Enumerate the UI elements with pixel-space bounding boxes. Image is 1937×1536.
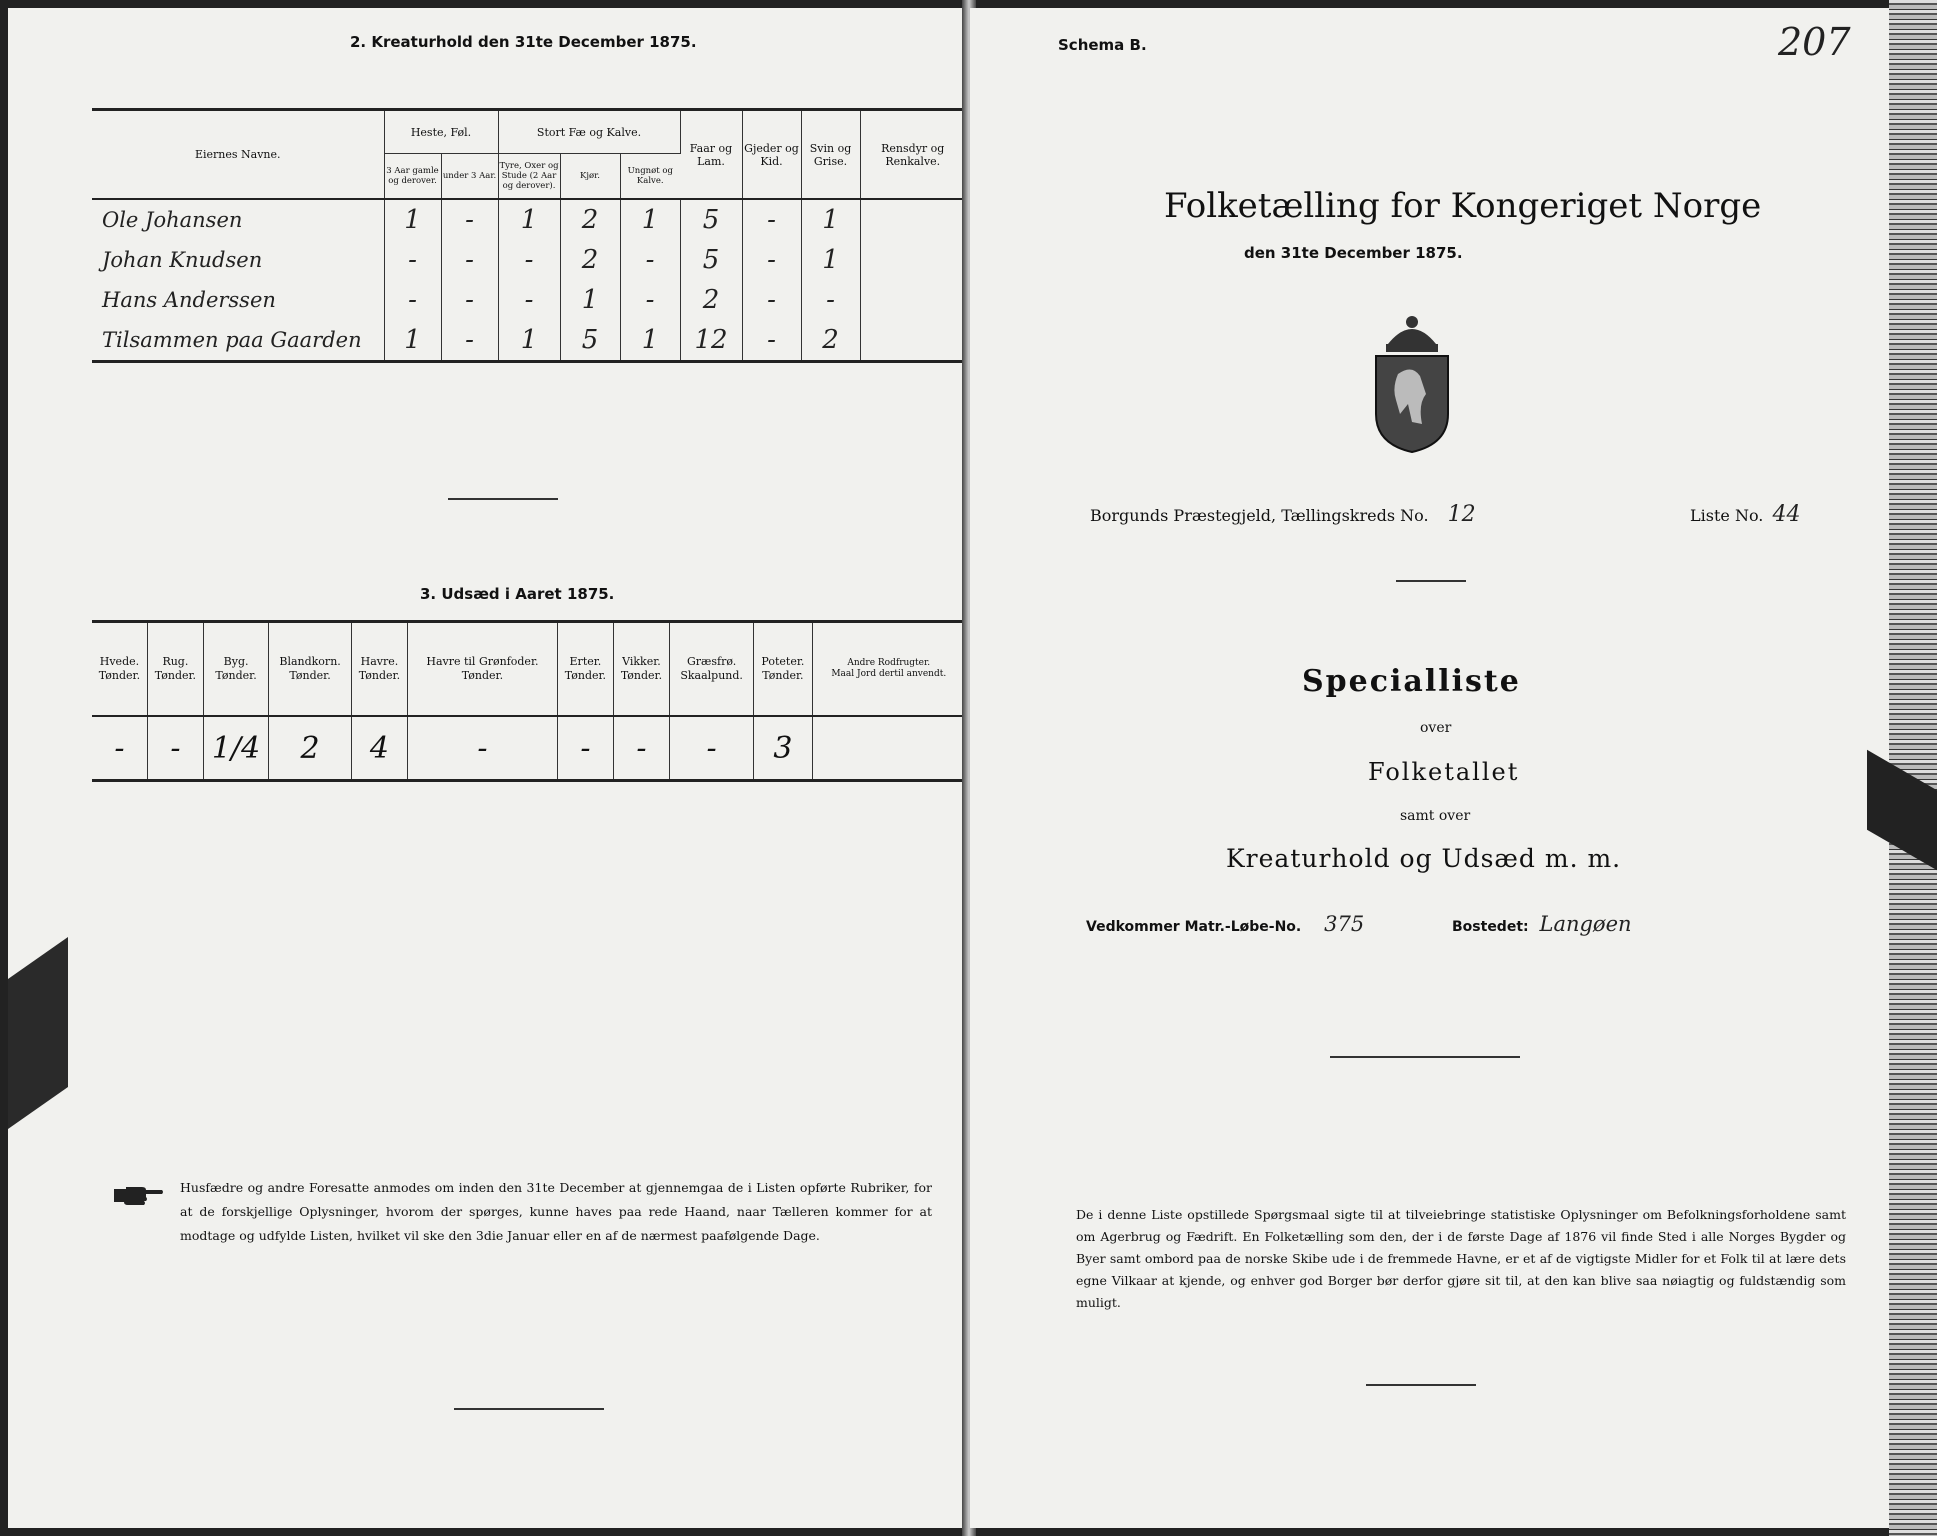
info-paragraph: De i denne Liste opstillede Spørgsmaal sigte til at tilveiebringe statistiske Oplysninger om Befolkningsforholdene samt om Agerbrug og Fædrift. En Folketælling som den, der i de første Dage af 1876 vil finde Sted i alle Norges Bygder og Byer samt ombord paa de norske Skibe ude i de fremmede Havne, er et af de vigtigste Midler for et Folk til at lære dets egne Vilkaar at kjende, og enhver god Borger bør derfor gjøre sit til, at den kan blive saa nøiagtig og fuldstændig som muligt. xyxy=(1076,1207,1846,1310)
divider xyxy=(1330,1056,1520,1058)
horse-young-header: under 3 Aar. xyxy=(441,154,498,200)
owner-name: Ole Johansen xyxy=(92,199,384,240)
section2-title: 2. Kreaturhold den 31te December 1875. xyxy=(350,33,697,51)
cell: - xyxy=(742,280,801,320)
cell: - xyxy=(620,240,680,280)
page-clip-shadow xyxy=(8,937,68,1129)
cell: 1 xyxy=(620,320,680,362)
specialliste-heading: Specialliste xyxy=(1302,664,1521,699)
seed-col-header: Poteter. Tønder. xyxy=(754,622,812,717)
right-page xyxy=(970,8,1929,1528)
owner-name: Tilsammen paa Gaarden xyxy=(92,320,384,362)
cell: - xyxy=(557,716,613,781)
cell: 1 xyxy=(498,320,560,362)
section3-title: 3. Udsæd i Aaret 1875. xyxy=(420,585,615,603)
schema-label: Schema B. xyxy=(1058,36,1147,54)
cell: 2 xyxy=(560,199,620,240)
matr-label: Vedkommer Matr.-Løbe-No. xyxy=(1086,919,1302,935)
horses-group-header: Heste, Føl. xyxy=(384,110,498,154)
cell: 1 xyxy=(560,280,620,320)
folketallet-heading: Folketallet xyxy=(1368,758,1520,786)
cell: 5 xyxy=(680,199,742,240)
list-line xyxy=(1690,502,1800,527)
cell: 1/4 xyxy=(203,716,268,781)
parish-line xyxy=(1090,502,1476,527)
cell: - xyxy=(742,199,801,240)
young-cattle-header: Ungnøt og Kalve. xyxy=(627,166,673,186)
cell: - xyxy=(441,240,498,280)
table-row xyxy=(92,716,965,781)
cell: - xyxy=(498,240,560,280)
seed-col-header: Byg. Tønder. xyxy=(203,622,268,717)
pointing-hand-icon xyxy=(112,1183,164,1213)
reindeer-header: Rensdyr og Renkalve. xyxy=(860,110,965,200)
cell: - xyxy=(384,280,441,320)
table-row xyxy=(92,199,965,240)
cell xyxy=(860,240,965,280)
bosted-line xyxy=(1452,912,1632,936)
cell: 1 xyxy=(384,199,441,240)
goats-header: Gjeder og Kid. xyxy=(742,110,801,200)
seed-col-header: Havre. Tønder. xyxy=(351,622,407,717)
divider xyxy=(1396,580,1466,582)
cell xyxy=(860,320,965,362)
seed-col-header: Græsfrø. Skaalpund. xyxy=(669,622,753,717)
cell: - xyxy=(384,240,441,280)
cattle-group-header: Stort Fæ og Kalve. xyxy=(498,110,680,154)
livestock-table xyxy=(92,108,965,363)
cell: - xyxy=(801,280,860,320)
matr-number: 375 xyxy=(1324,912,1365,936)
seed-col-header: Havre til Grønfoder. Tønder. xyxy=(407,622,557,717)
seed-col-header: Hvede. Tønder. xyxy=(92,622,147,717)
matr-line xyxy=(1086,912,1364,936)
coat-of-arms-icon xyxy=(1368,304,1456,458)
cell: - xyxy=(742,320,801,362)
bosted-label: Bostedet: xyxy=(1452,919,1529,935)
samt-over-text: samt over xyxy=(1400,808,1471,824)
notice-text: Husfædre og andre Foresatte anmodes om inden den 31te December at gjennemgaa de i Listen opførte Rubriker, for at de forskjellige Oplysninger, hvorom der spørges, kunne haves paa rede Haand, naar Tælleren kommer for at modtage og udfylde Listen, hvilket vil ske den 3die Januar eller en af de nærmest paafølgende Dage. xyxy=(180,1180,932,1243)
cell: 1 xyxy=(801,240,860,280)
cell: - xyxy=(441,320,498,362)
cell: - xyxy=(441,280,498,320)
owner-header: Eiernes Navne. xyxy=(92,110,384,200)
cell: 2 xyxy=(680,280,742,320)
seed-col-header: Rug. Tønder. xyxy=(147,622,203,717)
seed-col-header: Vikker. Tønder. xyxy=(613,622,669,717)
cell xyxy=(860,280,965,320)
district-number: 12 xyxy=(1447,502,1476,527)
cell: - xyxy=(613,716,669,781)
horse-old-header: 3 Aar gamle og derover. xyxy=(384,154,441,200)
cows-header: Kjør. xyxy=(560,154,620,200)
cell: 1 xyxy=(620,199,680,240)
pigs-header: Svin og Grise. xyxy=(801,110,860,200)
over-text: over xyxy=(1420,720,1452,736)
bulls-header: Tyre, Oxer og Stude (2 Aar og derover). xyxy=(498,154,560,200)
cell: 1 xyxy=(498,199,560,240)
table-row xyxy=(92,320,965,362)
owner-name: Johan Knudsen xyxy=(92,240,384,280)
bottom-divider xyxy=(1366,1384,1476,1386)
cell: 1 xyxy=(384,320,441,362)
cell: 2 xyxy=(269,716,352,781)
sheep-header: Faar og Lam. xyxy=(680,110,742,200)
seed-table xyxy=(92,620,965,782)
cell: - xyxy=(147,716,203,781)
cell: 3 xyxy=(754,716,812,781)
cell: - xyxy=(669,716,753,781)
cell: - xyxy=(620,280,680,320)
census-title: Folketælling for Kongeriget Norge xyxy=(1164,186,1762,226)
cell: 5 xyxy=(680,240,742,280)
seed-col-header: Andre Rodfrugter. Maal Jord dertil anvendt. xyxy=(812,622,965,717)
bosted-value: Langøen xyxy=(1539,912,1632,936)
cell: 2 xyxy=(560,240,620,280)
cell: - xyxy=(92,716,147,781)
cell: - xyxy=(441,199,498,240)
cell: - xyxy=(742,240,801,280)
cell: 1 xyxy=(801,199,860,240)
seed-col-header: Erter. Tønder. xyxy=(557,622,613,717)
parish-label: Borgunds Præstegjeld, Tællingskreds No. xyxy=(1090,506,1429,525)
cell: 4 xyxy=(351,716,407,781)
bottom-divider xyxy=(454,1408,604,1410)
owner-name: Hans Anderssen xyxy=(92,280,384,320)
cell: 2 xyxy=(801,320,860,362)
table-row xyxy=(92,240,965,280)
table-row xyxy=(92,280,965,320)
seed-col-header: Blandkorn. Tønder. xyxy=(269,622,352,717)
kreaturhold-heading: Kreaturhold og Udsæd m. m. xyxy=(1226,844,1622,873)
cell: - xyxy=(498,280,560,320)
list-label: Liste No. xyxy=(1690,506,1764,525)
divider xyxy=(448,498,558,500)
cell: - xyxy=(407,716,557,781)
cell: 12 xyxy=(680,320,742,362)
cell xyxy=(860,199,965,240)
list-number: 44 xyxy=(1772,502,1801,527)
cell xyxy=(812,716,965,781)
left-page xyxy=(8,8,967,1528)
census-date: den 31te December 1875. xyxy=(1244,244,1463,262)
page-number: 207 xyxy=(1778,20,1851,64)
cell: 5 xyxy=(560,320,620,362)
